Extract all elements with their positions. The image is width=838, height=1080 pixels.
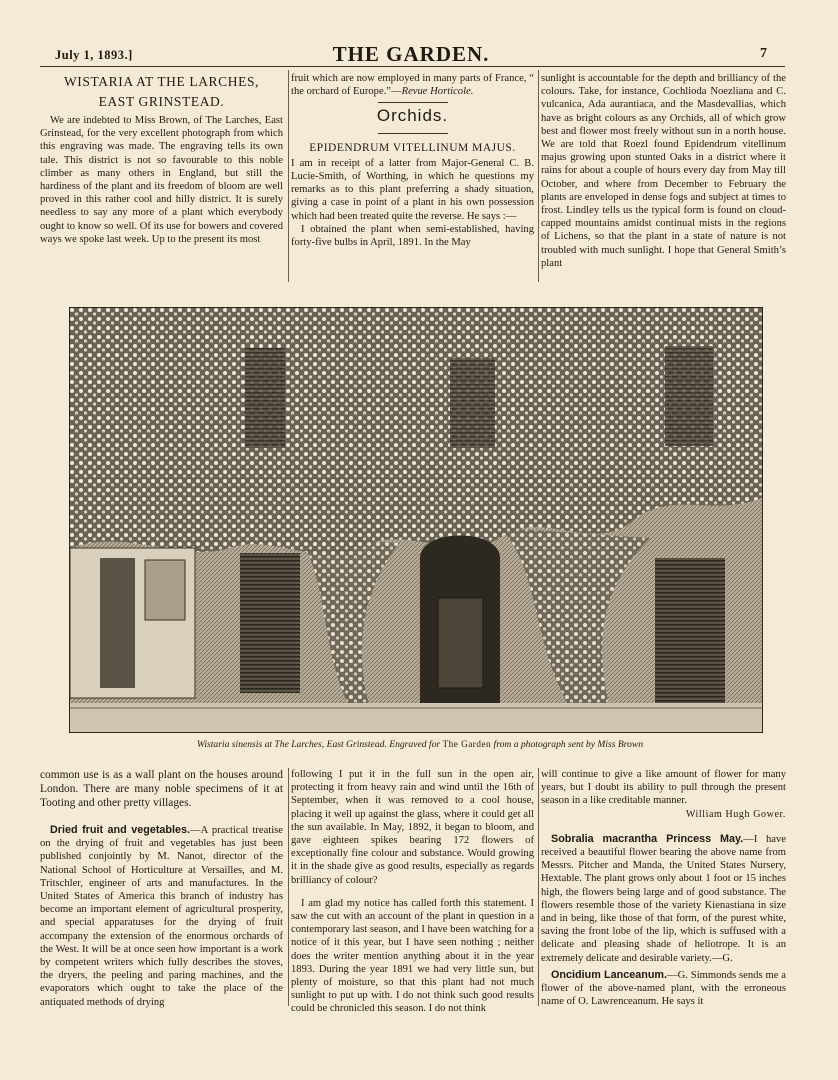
column-divider	[288, 768, 289, 1006]
section-heading: Orchids.	[376, 106, 449, 126]
caption-journal-name: The Garden	[442, 739, 492, 749]
paragraph-1: following I put it in the full sun in the open air, protecting it from heavy rain and wind until the 16th of September, when it was removed to a cool house, placing it well up against the glass, where it could get all the sun available. In May, 1892, it began to bloom, and gave eighteen spikes bearing 172 flowers of exceptionally fine colour and substance. Would growing it in the shade give as good results, especially as regards brilliancy of colour?	[291, 769, 534, 886]
source-citation: Revue Horticole.	[401, 86, 474, 98]
paragraph-2: I obtained the plant when semi-established, having forty-five bulbs in April, 1891. In the May	[291, 223, 534, 249]
article-orchids-cont	[541, 72, 786, 286]
article-paragraph: We are indebted to Miss Brown, of The Larches, East Grinstead, for the very excellent photograph from which this engraving was made. The engraving tells its own tale. This district is not so favourable to this noble climber as many others in England, but still the hardiness of the plant and its freedom of bloom are well proved in this rather cool and hilly district. It is surely needless to say any more of a plant which everybody ought to know so well. Of its use for bowers and covered ways we spoke last week. Up to the present its most	[40, 115, 283, 245]
paragraph: sunlight is accountable for the depth and brilliancy of the colours. Take, for instance, Cochlioda Noezliana and C. vulcanica, Ada aurantiaca, and the Masdevallias, which have as bright colours as any Orchids, all of which grow best and flower most freely without sun in a north house. We are told that Roezl found Epidendrum vitellinum majus growing upon stunted Oaks in a district where it rains for about a couple of hours every day from May till October, and where from December to February the plants are enveloped in dense fogs and subject at times to frost. Lindley tells us the typical form is found on cloud-capped mountains amidst continual mists in the regions of Lichens, so that the plant in a state of nature is not troubled with much sunlight. I hope that General Smith’s plant	[541, 73, 786, 269]
article-heading-line1: WISTARIA AT THE LARCHES,	[63, 74, 260, 89]
caption-text: Wistaria sinensis at The Larches, East Grinstead. Engraved for	[196, 739, 443, 750]
sub-heading: EPIDENDRUM VITELLINUM MAJUS.	[309, 141, 516, 154]
column-divider	[538, 70, 539, 282]
image-caption	[40, 739, 800, 750]
note-text: —A practical treatise on the drying of fruit and vegetables has just been published conjointly by M. Nanot, director of the National School of Horticulture at Versailles, and M. Tritschler, engineer of arts and manufactures. In the United States of America this branch of industry has become an important element of agricultural prosperity, and special apparatuses for the drying of fruit accompany the extension of the enormous orchards of the West. It will be at once seen how important is a work by competent writers which fully describes the stoves, the dryers, the peeling and paring machines, and the evaporators which ought to take the place of the antiquated methods of drying	[40, 825, 283, 1008]
article-orchid-notes	[541, 768, 786, 1008]
continued-paragraph	[291, 72, 534, 98]
note-text: —G. Simmonds sends me a flower of the above-named plant, with the erroneous name of O. Lawrenceanum. He says it	[541, 969, 786, 1008]
note-heading: Dried fruit and vegetables.	[50, 824, 191, 836]
page-number: 7	[760, 46, 767, 61]
article-wistaria-bottom	[40, 768, 283, 1008]
wistaria-engraving-image	[69, 307, 763, 733]
issue-date: July 1, 1893.]	[55, 48, 133, 62]
article-heading-line2: EAST GRINSTEAD.	[98, 94, 225, 109]
short-rule	[378, 133, 448, 134]
note-heading: Sobralia macrantha Princess May.	[551, 832, 744, 845]
paragraph-1: common use is as a wall plant on the houses around London. There are many noble specimens of it at Tooting and other pretty villages.	[40, 769, 283, 809]
header-rule	[40, 66, 785, 67]
paragraph-2: I am glad my notice has called forth this statement. I saw the cut with an account of the plant in question in a contemporary last season, and I have been watching for a notice of it this year, but I have seen nothing ; neither does the writer mention anything about it in the year 1893. During the year 1891 we had very little sun, but plenty of moisture, so that this plant had not much sunlight to put up with. I do not think such good results could be chronicled this season. I do not think	[291, 897, 534, 1015]
article-wistaria-top	[40, 74, 283, 286]
note-heading: Oncidium Lanceanum.	[551, 968, 668, 981]
paragraph-1: I am in receipt of a latter from Major-General C. B. Lucie-Smith, of Worthing, in which he questions my remarks as to this plant preferring a shady situation, giving a case in point of a plant in his own possession which had been treated quite the reverse. He says :—	[291, 157, 534, 222]
column-divider	[288, 70, 289, 282]
caption-text-end: from a photograph sent by Miss Brown	[491, 739, 644, 750]
note-text: —I have received a beautiful flower bearing the above name from Messrs. Pitcher and Manda, the United States Nursery, Hextable. The plant grows only about 1 foot or 15 inches high, the flowers being large and of good substance. The flowers resemble those of the variety Kienastiana in size and in being, like those of that form, of the purest white, saving the front lobe of the lip, which is suffused with a delicate and pleasing shade of heliotrope. It is an extremely delicate and desirable variety.—G.	[541, 833, 786, 964]
paragraph-3	[541, 969, 786, 1009]
page-header	[55, 42, 767, 64]
author-signature: William Hugh Gower.	[685, 808, 786, 820]
continued-text: fruit which are now employed in many parts of France, “ the orchard of Europe.”—	[291, 73, 534, 98]
paragraph-2	[40, 824, 283, 1009]
paragraph-2	[541, 833, 786, 965]
paragraph-1: will continue to give a like amount of flower for many years, but I doubt its ability to pull through the present season in a like creditable manner.	[541, 769, 786, 807]
short-rule	[378, 102, 448, 103]
journal-title: THE GARDEN.	[332, 42, 490, 66]
article-orchids	[291, 72, 534, 286]
article-orchids-bottom	[291, 768, 534, 1015]
column-divider	[538, 768, 539, 1006]
